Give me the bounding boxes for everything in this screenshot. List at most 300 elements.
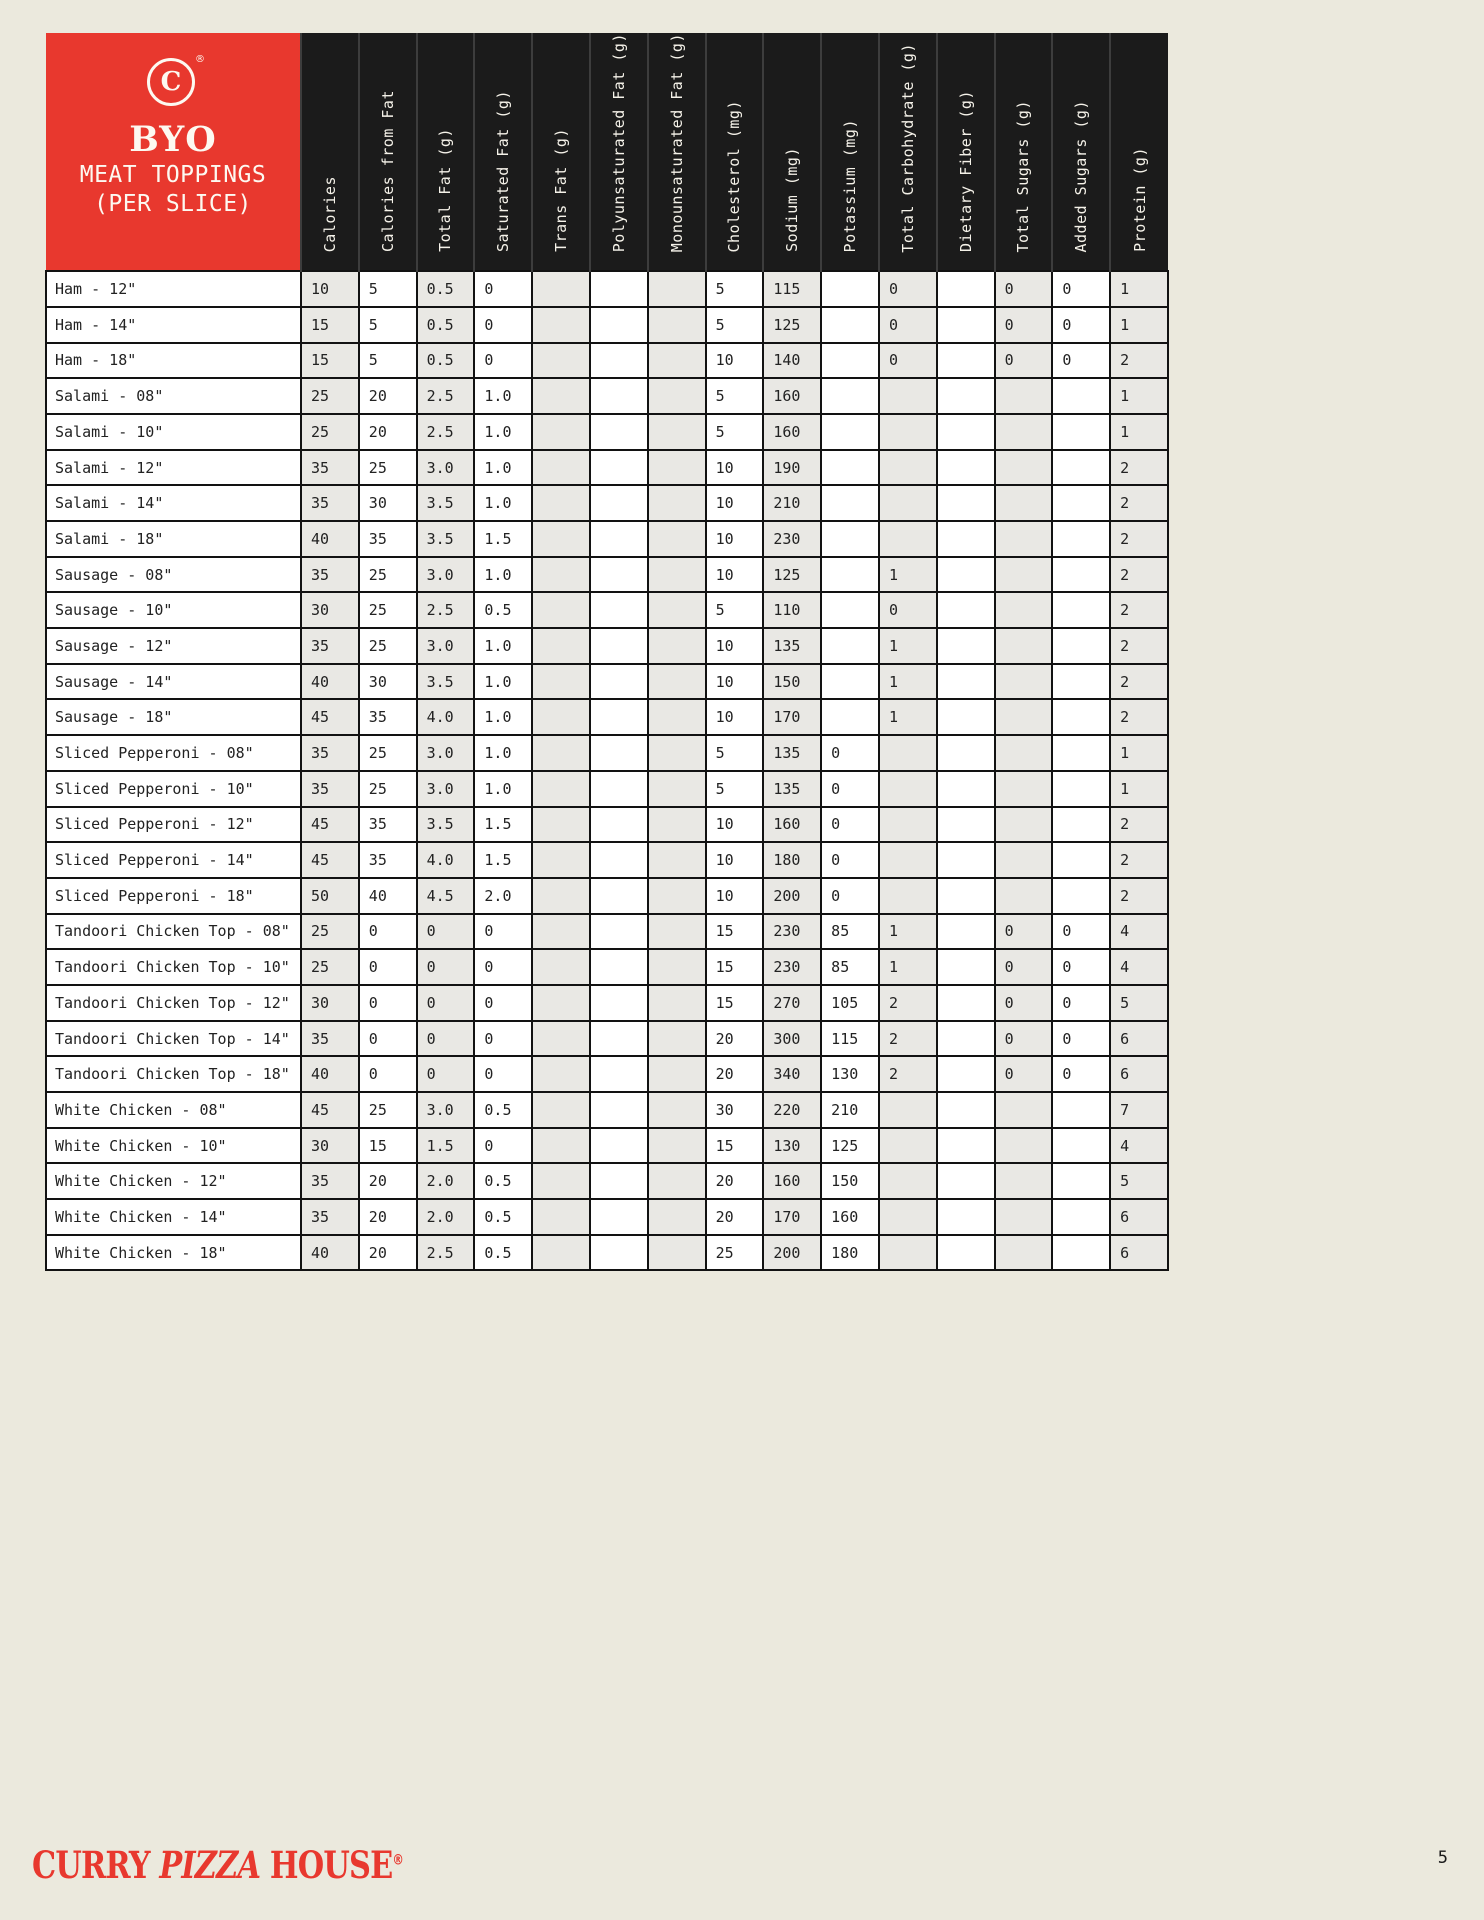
data-cell [590,557,648,593]
table-row [46,592,1168,628]
column-header [937,33,995,271]
data-cell: 3.0 [417,450,475,486]
data-cell: 10 [706,521,764,557]
data-cell: 270 [763,985,821,1021]
column-header [359,33,417,271]
data-cell [590,1128,648,1164]
data-cell [648,1056,706,1092]
row-label: Tandoori Chicken Top - 14" [46,1021,301,1057]
data-cell: 10 [706,628,764,664]
table-title-line2: (PER SLICE) [94,190,252,217]
column-header-label: Total Fat (g) [436,128,455,253]
data-cell: 85 [821,914,879,950]
data-cell: 2 [879,1056,937,1092]
data-cell: 1 [879,914,937,950]
data-cell [995,842,1053,878]
data-cell [1052,878,1110,914]
data-cell: 25 [359,450,417,486]
data-cell: 115 [763,271,821,307]
data-cell [590,735,648,771]
footer-logo-word-curry: CURRY [32,1843,150,1887]
data-cell [590,771,648,807]
data-cell: 135 [763,771,821,807]
data-cell: 35 [301,450,359,486]
data-cell: 5 [1110,985,1168,1021]
data-cell: 0 [995,307,1053,343]
data-cell [1052,450,1110,486]
data-cell: 20 [706,1163,764,1199]
data-cell [532,414,590,450]
data-cell: 15 [359,1128,417,1164]
data-cell: 1 [879,664,937,700]
data-cell [532,271,590,307]
data-cell [1052,521,1110,557]
data-cell: 0.5 [474,1199,532,1235]
data-cell: 0 [1052,307,1110,343]
data-cell: 10 [706,664,764,700]
data-cell: 5 [706,592,764,628]
data-cell: 0.5 [417,307,475,343]
data-cell: 45 [301,842,359,878]
data-cell: 0 [359,985,417,1021]
data-cell: 3.5 [417,485,475,521]
data-cell [590,1092,648,1128]
data-cell: 0 [359,1021,417,1057]
data-cell [590,699,648,735]
data-cell [879,1235,937,1271]
table-row [46,771,1168,807]
data-cell [937,307,995,343]
data-cell [821,343,879,379]
data-cell [532,1199,590,1235]
data-cell [879,807,937,843]
data-cell: 1.0 [474,628,532,664]
data-cell: 25 [706,1235,764,1271]
column-header-label: Added Sugars (g) [1072,99,1091,253]
data-cell: 2.5 [417,378,475,414]
byo-brand-cell [46,33,301,271]
table-row [46,1021,1168,1057]
column-header [1052,33,1110,271]
data-cell [532,592,590,628]
data-cell: 50 [301,878,359,914]
data-cell: 1.5 [474,807,532,843]
data-cell: 160 [763,1163,821,1199]
data-cell [648,985,706,1021]
row-label: Sliced Pepperoni - 12" [46,807,301,843]
data-cell [937,1092,995,1128]
data-cell: 130 [763,1128,821,1164]
data-cell [648,1199,706,1235]
data-cell [648,485,706,521]
data-cell: 1 [879,628,937,664]
data-cell: 2 [1110,699,1168,735]
data-cell [590,664,648,700]
data-cell [995,699,1053,735]
data-cell [532,1021,590,1057]
data-cell: 30 [301,985,359,1021]
data-cell [590,807,648,843]
data-cell: 125 [821,1128,879,1164]
data-cell: 1 [1110,735,1168,771]
row-label: White Chicken - 10" [46,1128,301,1164]
data-cell [1052,735,1110,771]
data-cell: 4.0 [417,842,475,878]
data-cell: 115 [821,1021,879,1057]
data-cell: 30 [359,664,417,700]
data-cell: 0 [821,842,879,878]
data-cell [937,378,995,414]
data-cell: 2 [1110,485,1168,521]
data-cell: 2 [1110,842,1168,878]
data-cell: 0 [474,914,532,950]
data-cell: 0 [995,271,1053,307]
data-cell: 25 [359,735,417,771]
data-cell: 1 [879,699,937,735]
data-cell: 2 [1110,521,1168,557]
data-cell [879,735,937,771]
data-cell: 0 [821,771,879,807]
data-cell: 5 [706,307,764,343]
row-label: White Chicken - 14" [46,1199,301,1235]
data-cell [821,699,879,735]
table-title-line1: MEAT TOPPINGS [79,162,267,188]
data-cell [937,878,995,914]
data-cell [937,343,995,379]
data-cell: 35 [301,771,359,807]
column-header [648,33,706,271]
data-cell: 0 [995,1056,1053,1092]
data-cell [532,735,590,771]
data-cell [648,1235,706,1271]
data-cell [821,271,879,307]
data-cell [1052,771,1110,807]
data-cell: 135 [763,628,821,664]
column-header [706,33,764,271]
data-cell: 340 [763,1056,821,1092]
data-cell [821,592,879,628]
data-cell: 2 [1110,878,1168,914]
data-cell: 25 [301,414,359,450]
data-cell: 20 [359,1163,417,1199]
column-header [301,33,359,271]
data-cell: 110 [763,592,821,628]
data-cell [821,450,879,486]
row-label: Ham - 12" [46,271,301,307]
data-cell: 40 [301,521,359,557]
data-cell [532,485,590,521]
data-cell: 0 [359,1056,417,1092]
row-label: Tandoori Chicken Top - 10" [46,949,301,985]
data-cell: 20 [706,1056,764,1092]
row-label: Sausage - 08" [46,557,301,593]
data-cell [995,1163,1053,1199]
data-cell: 40 [301,1056,359,1092]
column-header-label: Potassium (mg) [841,118,860,253]
data-cell [995,807,1053,843]
data-cell [937,1163,995,1199]
data-cell: 15 [706,985,764,1021]
data-cell: 85 [821,949,879,985]
data-cell: 0 [995,343,1053,379]
data-cell: 3.0 [417,735,475,771]
data-cell: 180 [763,842,821,878]
data-cell [1052,807,1110,843]
data-cell: 6 [1110,1021,1168,1057]
data-cell: 20 [359,378,417,414]
data-cell: 0 [359,949,417,985]
data-cell: 35 [301,1163,359,1199]
data-cell [937,807,995,843]
footer-logo-word-pizza: PIZZA [159,1843,261,1887]
data-cell: 5 [706,771,764,807]
data-cell [937,1235,995,1271]
data-cell [937,628,995,664]
data-cell: 45 [301,699,359,735]
data-cell [590,1235,648,1271]
data-cell [648,914,706,950]
data-cell [879,771,937,807]
data-cell: 200 [763,1235,821,1271]
column-header-label: Sodium (mg) [783,147,802,253]
data-cell [590,343,648,379]
data-cell: 0 [995,985,1053,1021]
data-cell [532,307,590,343]
data-cell: 20 [706,1199,764,1235]
column-header-label: Monounsaturated Fat (g) [667,33,686,253]
data-cell [821,378,879,414]
column-header-label: Calories from Fat [378,90,397,253]
data-cell: 2.5 [417,592,475,628]
row-label: Salami - 12" [46,450,301,486]
table-row [46,271,1168,307]
row-label: Salami - 10" [46,414,301,450]
footer-brand-logo [32,1843,403,1887]
data-cell [648,1021,706,1057]
nutrition-table [45,33,1169,1271]
data-cell: 35 [301,1021,359,1057]
data-cell [648,414,706,450]
data-cell [532,343,590,379]
data-cell: 5 [706,378,764,414]
data-cell: 4 [1110,1128,1168,1164]
table-row [46,307,1168,343]
data-cell [590,307,648,343]
data-cell [590,1163,648,1199]
data-cell: 0 [995,1021,1053,1057]
data-cell: 220 [763,1092,821,1128]
table-row [46,842,1168,878]
data-cell [937,1021,995,1057]
data-cell: 4 [1110,914,1168,950]
data-cell [532,878,590,914]
data-cell: 0 [474,985,532,1021]
data-cell [937,699,995,735]
data-cell: 0 [1052,949,1110,985]
data-cell: 35 [359,699,417,735]
data-cell: 0 [1052,271,1110,307]
table-row [46,450,1168,486]
data-cell [590,1056,648,1092]
data-cell: 2 [1110,592,1168,628]
data-cell: 15 [706,1128,764,1164]
data-cell [1052,592,1110,628]
row-label: Tandoori Chicken Top - 08" [46,914,301,950]
data-cell [937,521,995,557]
table-body [46,271,1168,1270]
data-cell: 0 [821,735,879,771]
data-cell [648,699,706,735]
data-cell: 1 [1110,307,1168,343]
row-label: Sausage - 10" [46,592,301,628]
data-cell [995,414,1053,450]
data-cell [937,842,995,878]
data-cell [1052,1092,1110,1128]
table-row [46,735,1168,771]
data-cell [532,1092,590,1128]
data-cell: 15 [301,343,359,379]
data-cell [995,878,1053,914]
data-cell [648,450,706,486]
data-cell [879,450,937,486]
column-header [474,33,532,271]
data-cell: 10 [706,450,764,486]
table-row [46,378,1168,414]
data-cell [937,664,995,700]
data-cell: 20 [359,1199,417,1235]
column-header [417,33,475,271]
data-cell [821,521,879,557]
brand-byo-text: BYO [129,119,217,160]
data-cell: 0 [1052,343,1110,379]
data-cell: 135 [763,735,821,771]
data-cell: 2 [1110,557,1168,593]
column-header [821,33,879,271]
data-cell: 35 [359,807,417,843]
data-cell: 10 [706,343,764,379]
data-cell [590,949,648,985]
row-label: Tandoori Chicken Top - 12" [46,985,301,1021]
table-row [46,699,1168,735]
brand-block [46,33,300,270]
data-cell [879,1128,937,1164]
data-cell [590,450,648,486]
data-cell: 2.0 [417,1163,475,1199]
data-cell: 6 [1110,1199,1168,1235]
data-cell [937,985,995,1021]
table-row [46,1128,1168,1164]
data-cell: 130 [821,1056,879,1092]
data-cell: 5 [1110,1163,1168,1199]
data-cell [648,1163,706,1199]
data-cell: 1.0 [474,557,532,593]
data-cell [1052,557,1110,593]
data-cell [879,378,937,414]
data-cell [937,450,995,486]
data-cell: 4.0 [417,699,475,735]
data-cell: 1.5 [474,521,532,557]
data-cell: 3.5 [417,664,475,700]
data-cell: 35 [301,485,359,521]
data-cell [1052,842,1110,878]
table-row [46,343,1168,379]
row-label: Sliced Pepperoni - 14" [46,842,301,878]
data-cell [879,485,937,521]
data-cell: 15 [706,914,764,950]
data-cell [648,1128,706,1164]
column-header-label: Protein (g) [1130,147,1149,253]
data-cell: 5 [706,414,764,450]
data-cell: 210 [763,485,821,521]
data-cell: 3.5 [417,521,475,557]
data-cell: 0.5 [417,343,475,379]
row-label: White Chicken - 08" [46,1092,301,1128]
data-cell: 0 [474,1128,532,1164]
data-cell [995,628,1053,664]
data-cell: 2 [1110,664,1168,700]
data-cell: 0.5 [474,1092,532,1128]
data-cell: 20 [359,414,417,450]
data-cell [648,842,706,878]
table-row [46,1235,1168,1271]
page-number: 5 [1437,1848,1448,1868]
data-cell: 10 [706,485,764,521]
data-cell [995,450,1053,486]
data-cell [648,664,706,700]
data-cell: 2.5 [417,1235,475,1271]
table-row [46,914,1168,950]
data-cell [995,557,1053,593]
data-cell [937,1056,995,1092]
data-cell: 0 [1052,1056,1110,1092]
data-cell: 2 [1110,807,1168,843]
data-cell [590,1021,648,1057]
row-label: Salami - 18" [46,521,301,557]
data-cell [590,378,648,414]
data-cell [821,307,879,343]
column-header-label: Dietary Fiber (g) [956,90,975,253]
data-cell: 3.0 [417,771,475,807]
data-cell: 7 [1110,1092,1168,1128]
data-cell [879,1163,937,1199]
data-cell [648,949,706,985]
table-row [46,949,1168,985]
data-cell: 0 [821,807,879,843]
data-cell [532,771,590,807]
data-cell [648,557,706,593]
data-cell: 170 [763,699,821,735]
data-cell [590,521,648,557]
row-label: Tandoori Chicken Top - 18" [46,1056,301,1092]
data-cell [879,1199,937,1235]
row-label: Sliced Pepperoni - 18" [46,878,301,914]
table-row [46,985,1168,1021]
data-cell [648,378,706,414]
data-cell: 1.0 [474,414,532,450]
data-cell: 25 [359,592,417,628]
data-cell [532,378,590,414]
data-cell: 25 [359,557,417,593]
column-header-row [46,33,1168,271]
data-cell [1052,1199,1110,1235]
data-cell: 3.5 [417,807,475,843]
data-cell: 105 [821,985,879,1021]
column-header-label: Saturated Fat (g) [494,90,513,253]
data-cell: 10 [706,842,764,878]
data-cell: 1.5 [474,842,532,878]
data-cell [648,592,706,628]
data-cell: 2.5 [417,414,475,450]
